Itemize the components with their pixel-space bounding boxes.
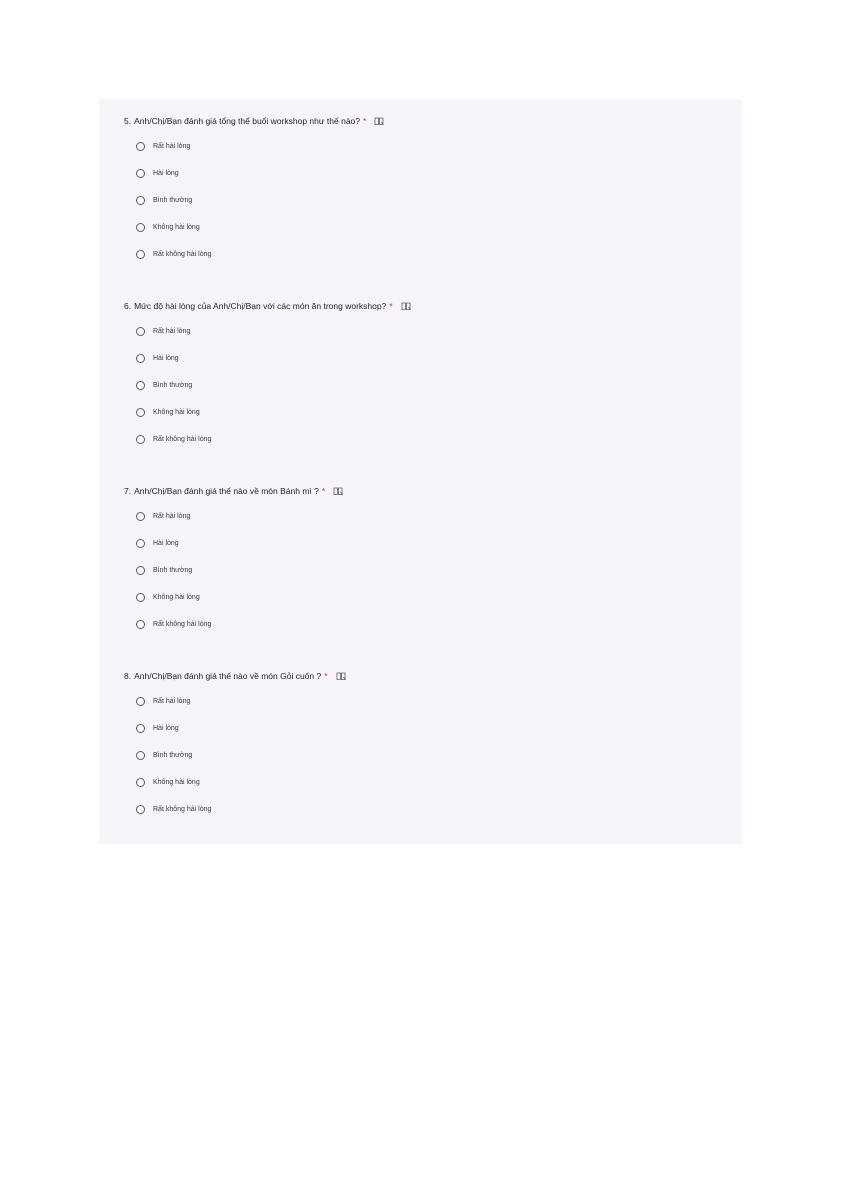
radio-option[interactable] (136, 688, 724, 715)
radio-option-label: Rất không hài lòng (153, 806, 212, 813)
question-number: 6. (124, 301, 132, 311)
radio-group (124, 133, 724, 268)
radio-option[interactable] (136, 715, 724, 742)
required-asterisk: * (321, 486, 326, 496)
radio-option[interactable] (136, 530, 724, 557)
radio-option[interactable] (136, 187, 724, 214)
radio-option-label: Bình thường (153, 567, 193, 574)
radio-option-label: Rất hài lòng (153, 143, 191, 150)
radio-button[interactable] (136, 805, 145, 814)
radio-button[interactable] (136, 381, 145, 390)
radio-option[interactable] (136, 584, 724, 611)
radio-option[interactable] (136, 372, 724, 399)
question-7 (124, 485, 724, 638)
radio-button[interactable] (136, 724, 145, 733)
radio-option[interactable] (136, 345, 724, 372)
radio-button[interactable] (136, 196, 145, 205)
radio-option-label: Rất không hài lòng (153, 436, 212, 443)
radio-button[interactable] (136, 778, 145, 787)
radio-option[interactable] (136, 426, 724, 453)
radio-option[interactable] (136, 796, 724, 823)
question-text: Mức độ hài lòng của Anh/Chị/Bạn với các món ăn trong workshop? (134, 301, 387, 311)
radio-option[interactable] (136, 557, 724, 584)
radio-option[interactable] (136, 133, 724, 160)
radio-option-label: Không hài lòng (153, 779, 200, 786)
radio-option-label: Rất hài lòng (153, 328, 191, 335)
required-asterisk: * (363, 116, 367, 126)
question-title (124, 670, 724, 682)
radio-button[interactable] (136, 751, 145, 760)
question-text: Anh/Chị/Bạn đánh giá tổng thể buổi workshop như thế nào? (134, 116, 361, 126)
radio-option-label: Hài lòng (153, 355, 179, 362)
question-title (124, 485, 724, 497)
radio-option[interactable] (136, 160, 724, 187)
radio-button[interactable] (136, 408, 145, 417)
radio-group (124, 688, 724, 823)
question-number: 7. (124, 486, 132, 496)
question-title (124, 115, 724, 127)
radio-group (124, 318, 724, 453)
radio-option[interactable] (136, 399, 724, 426)
immersive-reader-icon[interactable] (374, 116, 384, 126)
radio-option[interactable] (136, 611, 724, 638)
radio-option-label: Rất không hài lòng (153, 251, 212, 258)
radio-button[interactable] (136, 223, 145, 232)
radio-button[interactable] (136, 593, 145, 602)
radio-option-label: Rất không hài lòng (153, 621, 212, 628)
radio-button[interactable] (136, 512, 145, 521)
required-asterisk: * (324, 671, 328, 681)
question-8 (124, 670, 724, 823)
radio-button[interactable] (136, 327, 145, 336)
radio-option-label: Bình thường (153, 382, 193, 389)
radio-option-label: Hài lòng (153, 725, 179, 732)
immersive-reader-icon[interactable] (401, 301, 411, 311)
radio-option[interactable] (136, 241, 724, 268)
radio-option[interactable] (136, 214, 724, 241)
question-6 (124, 300, 724, 453)
radio-button[interactable] (136, 620, 145, 629)
question-title (124, 300, 724, 312)
immersive-reader-icon[interactable] (336, 671, 346, 681)
question-text: Anh/Chị/Bạn đánh giá thế nào về món Gỏi cuốn ? (134, 671, 322, 681)
radio-button[interactable] (136, 142, 145, 151)
radio-option[interactable] (136, 503, 724, 530)
radio-button[interactable] (136, 566, 145, 575)
radio-option[interactable] (136, 318, 724, 345)
question-text: Anh/Chị/Bạn đánh giá thế nào về món Bánh mì ? (134, 486, 319, 496)
question-number: 8. (124, 671, 132, 681)
required-asterisk: * (389, 301, 393, 311)
immersive-reader-icon[interactable] (333, 486, 343, 496)
radio-button[interactable] (136, 250, 145, 259)
radio-button[interactable] (136, 435, 145, 444)
radio-button[interactable] (136, 697, 145, 706)
question-number: 5. (124, 116, 132, 126)
radio-option-label: Bình thường (153, 197, 193, 204)
question-5 (124, 115, 724, 268)
radio-option-label: Không hài lòng (153, 594, 200, 601)
radio-option-label: Không hài lòng (153, 224, 200, 231)
radio-option[interactable] (136, 769, 724, 796)
radio-button[interactable] (136, 539, 145, 548)
radio-option[interactable] (136, 742, 724, 769)
radio-group (124, 503, 724, 638)
radio-option-label: Không hài lòng (153, 409, 200, 416)
form-panel (99, 99, 742, 844)
radio-option-label: Rất hài lòng (153, 698, 191, 705)
radio-option-label: Hài lòng (153, 540, 179, 547)
radio-option-label: Hài lòng (153, 170, 179, 177)
radio-option-label: Bình thường (153, 752, 193, 759)
radio-button[interactable] (136, 169, 145, 178)
radio-button[interactable] (136, 354, 145, 363)
radio-option-label: Rất hài lòng (153, 513, 191, 520)
